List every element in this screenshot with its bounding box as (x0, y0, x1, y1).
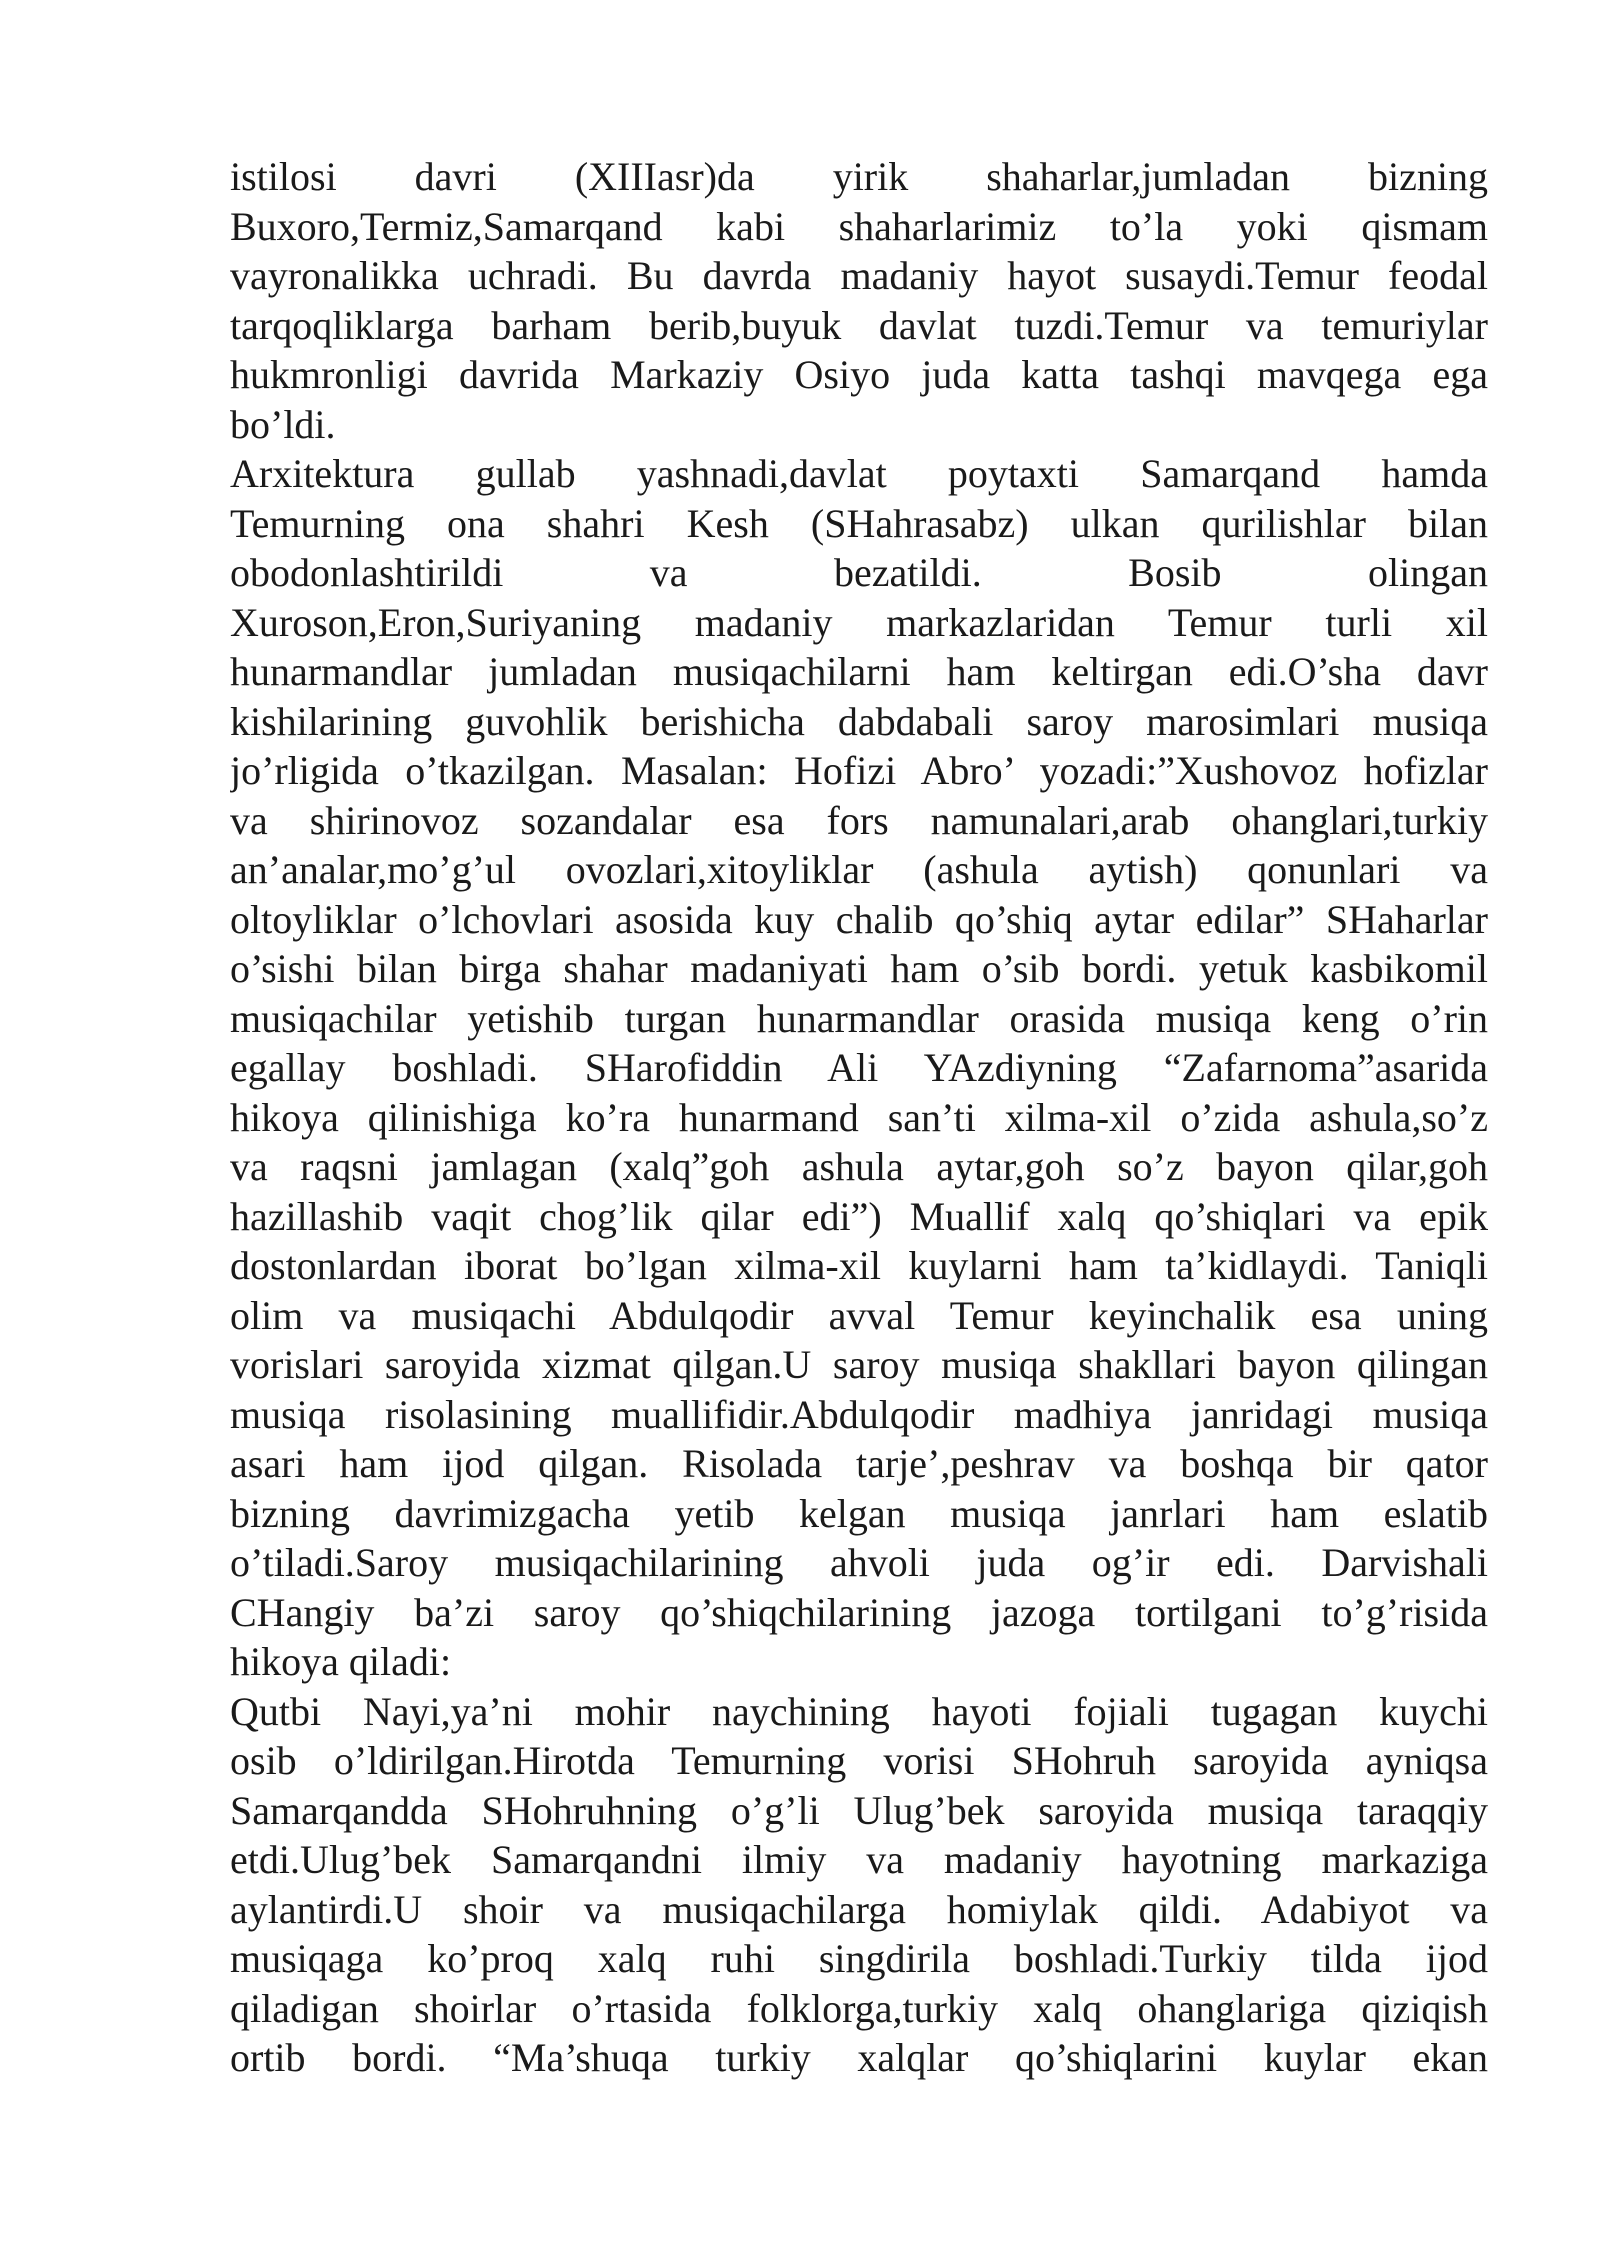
text-line: va raqsni jamlagan (xalq”goh ashula aytar,goh so’z bayon qilar,goh (230, 1144, 1488, 1189)
text-line: hikoya qiladi: (230, 1639, 452, 1684)
text-line: olim va musiqachi Abdulqodir avval Temur keyinchalik esa uning (230, 1292, 1488, 1338)
text-line: Temurning ona shahri Kesh (SHahrasabz) ulkan qurilishlar bilan (230, 500, 1488, 546)
text-line: Buxoro,Termiz,Samarqand kabi shaharlarimiz to’la yoki qismam (230, 203, 1488, 249)
text-line: ortib bordi. “Ma’shuqa turkiy xalqlar qo’shiqlarini kuylar ekan (230, 2035, 1488, 2080)
text-line: bo’ldi. (230, 401, 336, 447)
text-line: bizning davrimizgacha yetib kelgan musiqa janrlari ham eslatib (230, 1490, 1488, 1536)
text-line: asari ham ijod qilgan. Risolada tarje’,peshrav va boshqa bir qator (230, 1441, 1488, 1486)
text-line: o’tiladi.Saroy musiqachilarining ahvoli juda og’ir edi. Darvishali (230, 1540, 1488, 1585)
text-line: osib o’ldirilgan.Hirotda Temurning vorisi SHohruh saroyida ayniqsa (230, 1738, 1488, 1783)
text-line: va shirinovoz sozandalar esa fors namunalari,arab ohanglari,turkiy (230, 797, 1488, 843)
text-line: hukmronligi davrida Markaziy Osiyo juda katta tashqi mavqega ega (230, 352, 1488, 397)
text-line: aylantirdi.U shoir va musiqachilarga homiylak qildi. Adabiyot va (230, 1886, 1488, 1932)
text-line: Arxitektura gullab yashnadi,davlat poytaxti Samarqand hamda (230, 451, 1488, 496)
text-line: dostonlardan iborat bo’lgan xilma-xil kuylarni ham ta’kidlaydi. Taniqli (230, 1243, 1488, 1288)
text-line: Qutbi Nayi,ya’ni mohir naychining hayoti fojiali tugagan kuychi (230, 1688, 1488, 1734)
text-line: an’analar,mo’g’ul ovozlari,xitoyliklar (ashula aytish) qonunlari va (230, 847, 1488, 892)
text-line: vayronalikka uchradi. Bu davrda madaniy hayot susaydi.Temur feodal (230, 253, 1488, 298)
text-line: tarqoqliklarga barham berib,buyuk davlat tuzdi.Temur va temuriylar (230, 302, 1488, 348)
text-line: hazillashib vaqit chog’lik qilar edi”) Muallif xalq qo’shiqlari va epik (230, 1193, 1488, 1239)
text-line: musiqa risolasining muallifidir.Abdulqodir madhiya janridagi musiqa (230, 1391, 1488, 1437)
text-line: kishilarining guvohlik berishicha dabdabali saroy marosimlari musiqa (230, 698, 1488, 744)
text-line: vorislari saroyida xizmat qilgan.U saroy musiqa shakllari bayon qilingan (230, 1342, 1488, 1387)
text-line: CHangiy ba’zi saroy qo’shiqchilarining jazoga tortilgani to’g’risida (230, 1589, 1488, 1635)
text-line: qiladigan shoirlar o’rtasida folklorga,turkiy xalq ohanglariga qiziqish (230, 1985, 1488, 2031)
text-line: obodonlashtirildi va bezatildi. Bosib olingan (230, 550, 1488, 595)
text-line: Samarqandda SHohruhning o’g’li Ulug’bek saroyida musiqa taraqqiy (230, 1787, 1488, 1833)
text-line: istilosi davri (XIIIasr)da yirik shaharlar,jumladan bizning (230, 154, 1488, 199)
text-line: Xuroson,Eron,Suriyaning madaniy markazlaridan Temur turli xil (230, 599, 1488, 645)
text-line: hunarmandlar jumladan musiqachilarni ham keltirgan edi.O’sha davr (230, 649, 1488, 694)
text-line: musiqaga ko’proq xalq ruhi singdirila boshladi.Turkiy tilda ijod (230, 1936, 1488, 1981)
text-line: musiqachilar yetishib turgan hunarmandlar orasida musiqa keng o’rin (230, 995, 1488, 1041)
text-line: o’sishi bilan birga shahar madaniyati ham o’sib bordi. yetuk kasbikomil (230, 946, 1488, 991)
text-line: hikoya qilinishiga ko’ra hunarmand san’ti xilma-xil o’zida ashula,so’z (230, 1094, 1488, 1140)
text-line: egallay boshladi. SHarofiddin Ali YAzdiyning “Zafarnoma”asarida (230, 1045, 1488, 1090)
text-line: jo’rligida o’tkazilgan. Masalan: Hofizi Abro’ yozadi:”Xushovoz hofizlar (230, 748, 1488, 793)
body-text (230, 152, 1488, 2083)
text-line: etdi.Ulug’bek Samarqandni ilmiy va madaniy hayotning markaziga (230, 1837, 1488, 1882)
text-line: oltoyliklar o’lchovlari asosida kuy chalib qo’shiq aytar edilar” SHaharlar (230, 896, 1488, 942)
